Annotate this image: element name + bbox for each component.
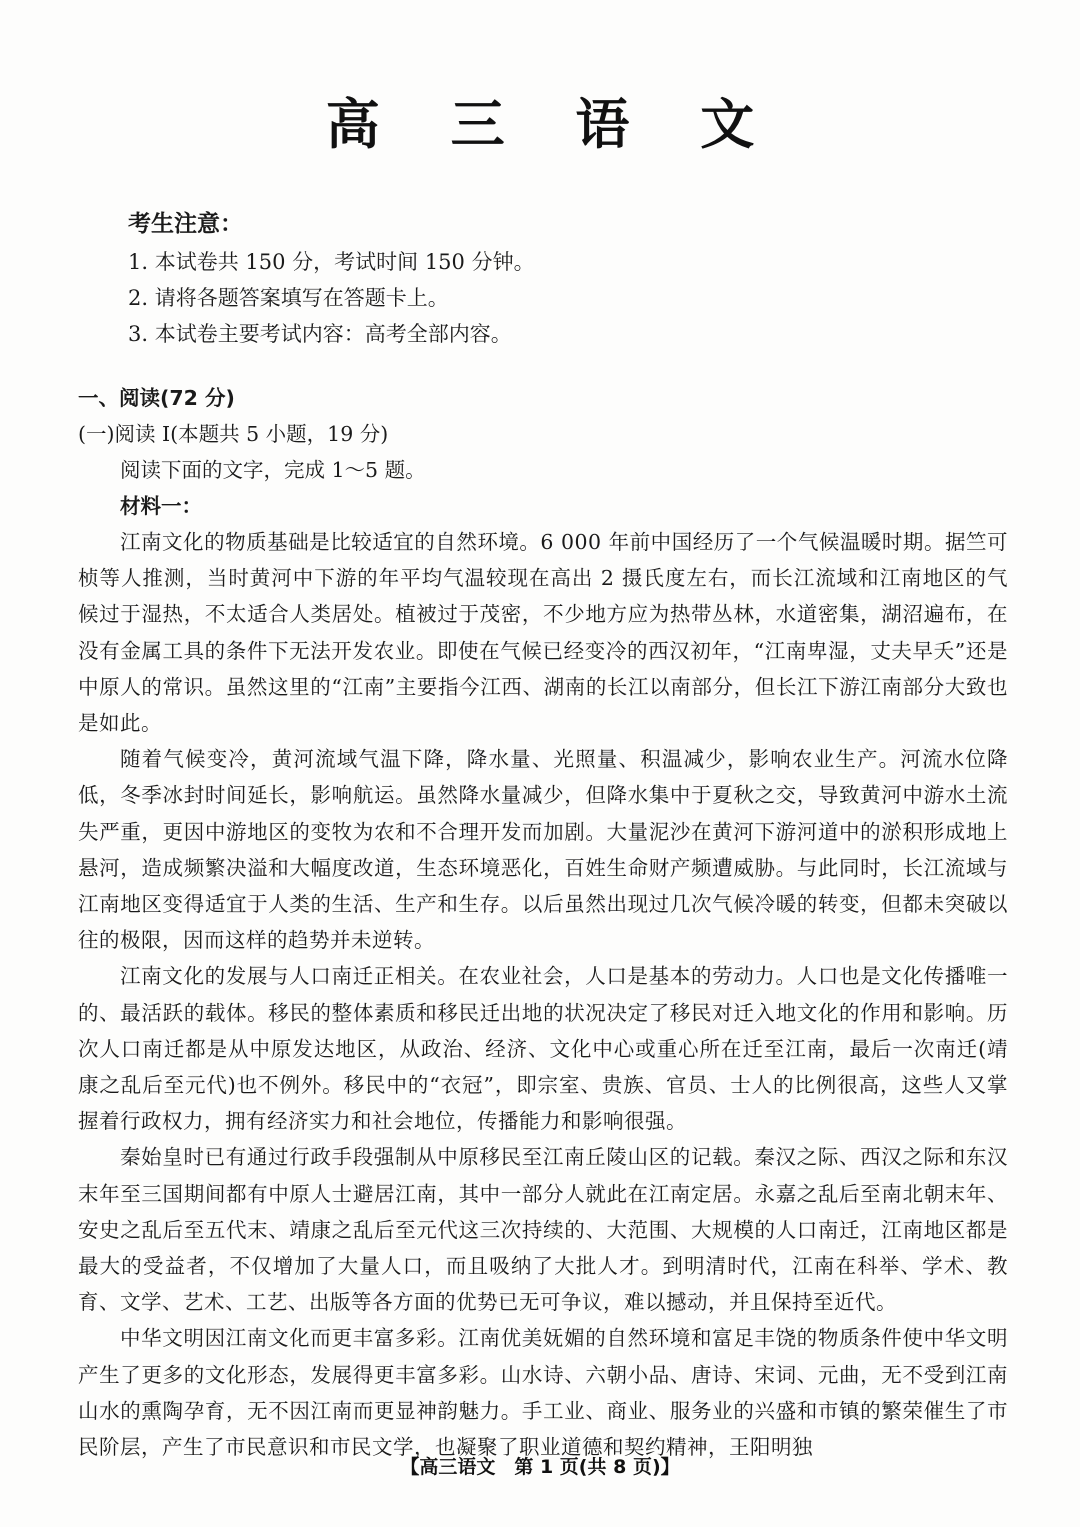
reading-section	[78, 380, 1008, 1465]
page-footer: 【高三语文 第 1 页(共 8 页)】	[400, 1456, 680, 1478]
body-paragraph: 江南文化的物质基础是比较适宜的自然环境。6 000 年前中国经历了一个气候温暖时期。据竺可桢等人推测，当时黄河中下游的年平均气温较现在高出 2 摄氏度左右，而长江流域和江南地区的气候过于湿热，不太适合人类居处。植被过于茂密，不少地方应为热带丛林，水道密集，湖沼遍布，在没有金属工具的条件下无法开发农业。即使在气候已经变冷的西汉初年，“江南卑湿，丈夫早夭”还是中原人的常识。虽然这里的“江南”主要指今江西、湖南的长江以南部分，但长江下游江南部分大致也是如此。	[78, 530, 1008, 736]
exam-notice	[128, 205, 948, 352]
material-label: 材料一：	[120, 494, 202, 518]
body-paragraph: 秦始皇时已有通过行政手段强制从中原移民至江南丘陵山区的记载。秦汉之际、西汉之际和东汉末年至三国期间都有中原人士避居江南，其中一部分人就此在江南定居。永嘉之乱后至南北朝末年、安史之乱后至五代末、靖康之乱后至元代这三次持续的、大范围、大规模的人口南迁，江南地区都是最大的受益者，不仅增加了大量人口，而且吸纳了大批人才。到明清时代，江南在科举、学术、教育、文学、艺术、工艺、出版等各方面的优势已无可争议，难以撼动，并且保持至近代。	[78, 1145, 1008, 1315]
part-heading: 一、阅读(72 分)	[78, 386, 235, 410]
body-paragraph: 中华文明因江南文化而更丰富多彩。江南优美妩媚的自然环境和富足丰饶的物质条件使中华文明产生了更多的文化形态，发展得更丰富多彩。山水诗、六朝小品、唐诗、宋词、元曲，无不受到江南山水的熏陶孕育，无不因江南而更显神韵魅力。手工业、商业、服务业的兴盛和市镇的繁荣催生了市民阶层，产生了市民意识和市民文学，也凝聚了职业道德和契约精神，王阳明独	[78, 1326, 1008, 1460]
body-paragraph: 江南文化的发展与人口南迁正相关。在农业社会，人口是基本的劳动力。人口也是文化传播唯一的、最活跃的载体。移民的整体素质和移民迁出地的状况决定了移民对迁入地文化的作用和影响。历次人口南迁都是从中原发达地区，从政治、经济、文化中心或重心所在迁至江南，最后一次南迁(靖康之乱后至元代)也不例外。移民中的“衣冠”，即宗室、贵族、官员、士人的比例很高，这些人又掌握着行政权力，拥有经济实力和社会地位，传播能力和影响很强。	[78, 964, 1008, 1134]
body-paragraph: 随着气候变冷，黄河流域气温下降，降水量、光照量、积温减少，影响农业生产。河流水位降低，冬季冰封时间延长，影响航运。虽然降水量减少，但降水集中于夏秋之交，导致黄河中游水土流失严重，更因中游地区的变牧为农和不合理开发而加剧。大量泥沙在黄河下游河道中的淤积形成地上悬河，造成频繁决溢和大幅度改道，生态环境恶化，百姓生命财产频遭威胁。与此同时，长江流域与江南地区变得适宜于人类的生活、生产和生存。以后虽然出现过几次气候冷暖的转变，但都未突破以往的极限，因而这样的趋势并未逆转。	[78, 747, 1008, 953]
reading-instruction: 阅读下面的文字，完成 1～5 题。	[120, 458, 426, 482]
notice-item: 1. 本试卷共 150 分，考试时间 150 分钟。	[128, 250, 535, 274]
notice-item: 2. 请将各题答案填写在答题卡上。	[128, 286, 449, 310]
notice-heading: 考生注意：	[128, 211, 243, 237]
notice-item: 3. 本试卷主要考试内容：高考全部内容。	[128, 322, 512, 346]
page-title: 高 三 语 文	[325, 93, 781, 156]
subsection-heading: (一)阅读 I(本题共 5 小题，19 分)	[78, 422, 389, 446]
